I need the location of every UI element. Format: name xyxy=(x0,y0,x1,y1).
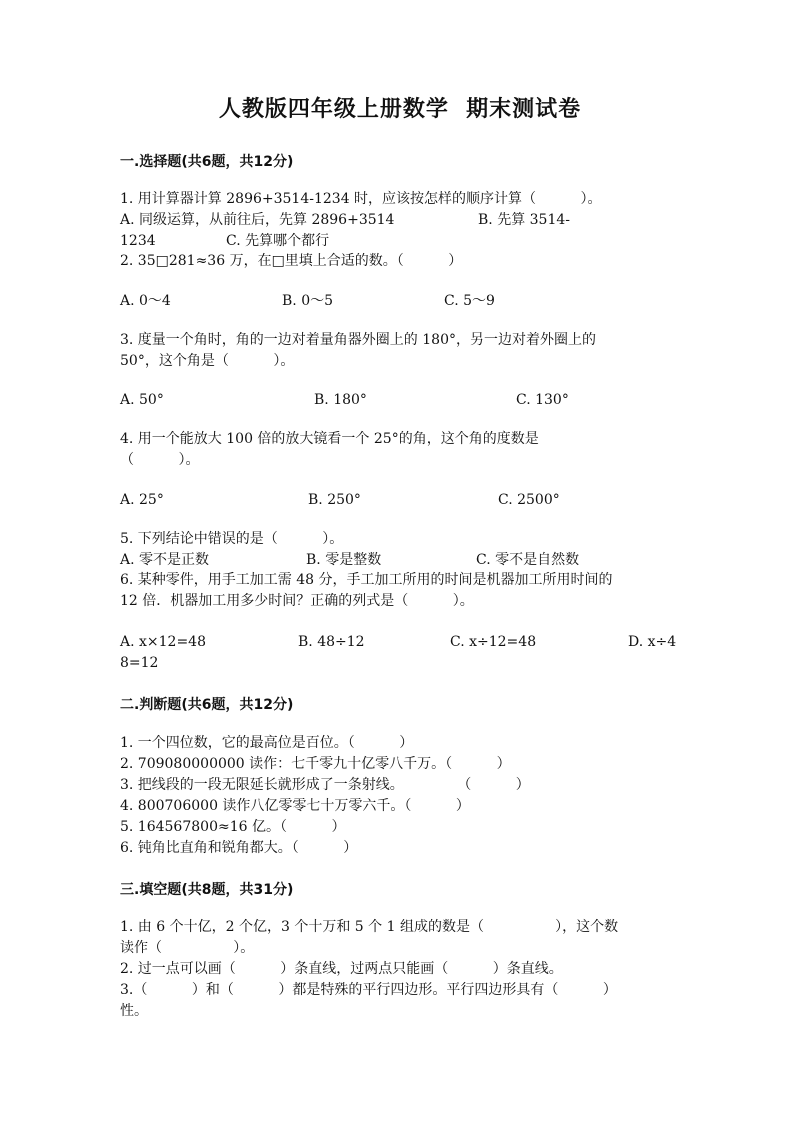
q5-option-b: B. 零是整数 xyxy=(306,552,382,568)
section-heading-choice: 一.选择题(共6题，共12分) xyxy=(120,154,294,170)
judgment-item: 4. 800706000 读作八亿零零七十万零六千。（ ） xyxy=(120,798,470,814)
judgment-item: 6. 钝角比直角和锐角都大。（ ） xyxy=(120,840,358,856)
q3-option-c: C. 130° xyxy=(516,392,569,408)
q3-option-a: A. 50° xyxy=(120,392,164,408)
q2-stem: 2. 35□281≈36 万，在□里填上合适的数。（ ） xyxy=(120,253,463,269)
q6-option-d-continued: 8=12 xyxy=(120,655,159,671)
q6-stem-line1: 6. 某种零件，用手工加工需 48 分，手工加工所用的时间是机器加工所用时间的 xyxy=(120,572,613,588)
q6-option-a: A. x×12=48 xyxy=(120,634,206,650)
q1-option-c: C. 先算哪个都行 xyxy=(226,233,330,249)
q5-option-a: A. 零不是正数 xyxy=(120,552,210,568)
judgment-item: 1. 一个四位数，它的最高位是百位。（ ） xyxy=(120,735,414,751)
q1-option-b-continued: 1234 xyxy=(120,233,156,249)
q1-option-a: A. 同级运算，从前往后，先算 2896+3514 xyxy=(120,212,395,228)
q3-stem-line2: 50°，这个角是（ ）。 xyxy=(120,353,295,369)
q2-option-a: A. 0～4 xyxy=(120,293,171,309)
q3-stem-line1: 3. 度量一个角时，角的一边对着量角器外圈上的 180°，另一边对着外圈上的 xyxy=(120,332,596,348)
judgment-item: 2. 709080000000 读作：七千零九十亿零八千万。（ ） xyxy=(120,756,511,772)
section-heading-fill-blank: 三.填空题(共8题，共31分) xyxy=(120,882,294,898)
fill-q1-line1: 1. 由 6 个十亿，2 个亿，3 个十万和 5 个 1 组成的数是（ ），这个数 xyxy=(120,919,619,935)
q6-option-b: B. 48÷12 xyxy=(298,634,365,650)
fill-q3-line1: 3.（ ）和（ ）都是特殊的平行四边形。平行四边形具有（ ） xyxy=(120,982,617,998)
q1-stem: 1. 用计算器计算 2896+3514-1234 时，应该按怎样的顺序计算（ ）。 xyxy=(120,191,602,207)
q2-option-b: B. 0～5 xyxy=(282,293,334,309)
q4-option-c: C. 2500° xyxy=(498,492,560,508)
judgment-item: 3. 把线段的一段无限延长就形成了一条射线。 （ ） xyxy=(120,777,530,793)
q6-option-c: C. x÷12=48 xyxy=(450,634,537,650)
q4-option-a: A. 25° xyxy=(120,492,164,508)
q4-stem-line2: （ ）。 xyxy=(120,452,200,468)
fill-q1-line2: 读作（ ）。 xyxy=(120,940,255,956)
fill-q3-line2: 性。 xyxy=(120,1003,148,1019)
q4-option-b: B. 250° xyxy=(308,492,361,508)
q1-option-b: B. 先算 3514- xyxy=(478,212,570,228)
fill-q2: 2. 过一点可以画（ ）条直线，过两点只能画（ ）条直线。 xyxy=(120,961,563,977)
q5-option-c: C. 零不是自然数 xyxy=(476,552,580,568)
q6-option-d: D. x÷4 xyxy=(628,634,677,650)
page-title: 人教版四年级上册数学 期末测试卷 xyxy=(218,97,582,122)
q4-stem-line1: 4. 用一个能放大 100 倍的放大镜看一个 25°的角，这个角的度数是 xyxy=(120,431,539,447)
judgment-item: 5. 164567800≈16 亿。（ ） xyxy=(120,819,346,835)
q5-stem: 5. 下列结论中错误的是（ ）。 xyxy=(120,531,344,547)
q6-stem-line2: 12 倍．机器加工用多少时间？正确的列式是（ ）。 xyxy=(120,593,474,609)
q2-option-c: C. 5～9 xyxy=(444,293,495,309)
section-heading-judgment: 二.判断题(共6题，共12分) xyxy=(120,697,294,713)
q3-option-b: B. 180° xyxy=(314,392,367,408)
